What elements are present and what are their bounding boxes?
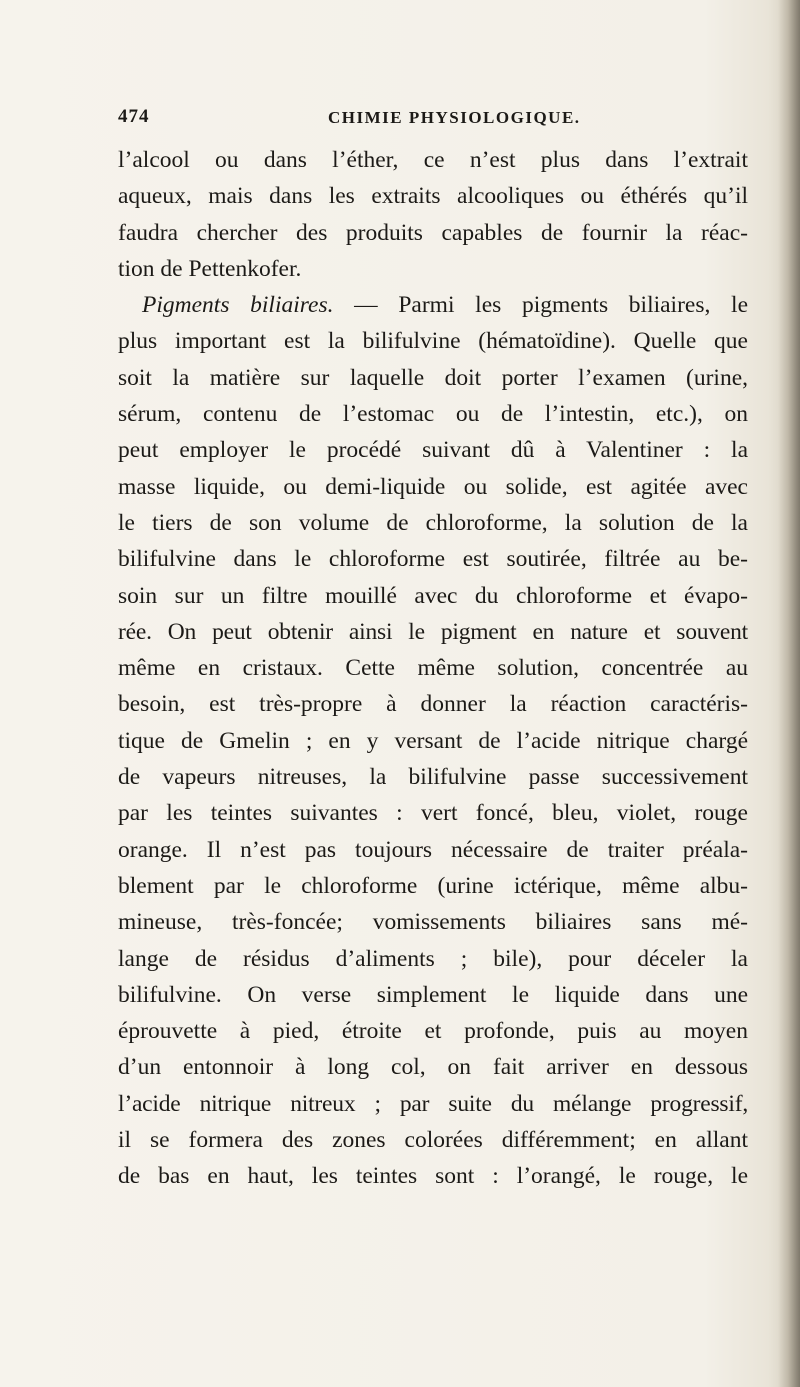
text-line: éprouvette à pied, étroite et profonde, puis au moyen [118,1018,748,1045]
text-line: blement par le chloroforme (urine ictérique, même albu- [118,872,748,899]
running-head [118,106,748,132]
text-line: le tiers de son volume de chloroforme, la solution de la [118,509,748,536]
text-line: il se formera des zones colorées différemment; en allant [118,1127,748,1154]
text-line: même en cristaux. Cette même solution, concentrée au [118,655,748,682]
text-line: d’un entonnoir à long col, on fait arriver en dessous [118,1054,748,1081]
text-line: besoin, est très-propre à donner la réaction caractéris- [118,691,748,718]
text-line: soin sur un filtre mouillé avec du chloroforme et évapo- [118,582,748,609]
text-line: l’acide nitrique nitreux ; par suite du mélange progressif, [118,1090,748,1117]
section-line [118,287,748,323]
text-line: bilifulvine dans le chloroforme est soutirée, filtrée au be- [118,546,748,573]
running-title: CHIMIE PHYSIOLOGIQUE. [328,108,581,127]
text-line: de vapeurs nitreuses, la bilifulvine passe successivement [118,764,748,791]
text-line: par les teintes suivantes : vert foncé, bleu, violet, rouge [118,800,748,827]
text-line: aqueux, mais dans les extraits alcooliques ou éthérés qu’il [118,183,748,210]
text-line: faudra chercher des produits capables de fournir la réac- [118,219,748,246]
text-line: l’alcool ou dans l’éther, ce n’est plus dans l’extrait [118,147,748,173]
text-line: bilifulvine. On verse simplement le liquide dans une [118,981,748,1008]
text-line: masse liquide, ou demi-liquide ou solide, est agitée avec [118,473,748,500]
text-line: — Parmi les pigments biliaires, le [354,292,748,319]
text-line: tique de Gmelin ; en y versant de l’acide nitrique chargé [118,727,748,754]
page-number: 474 [118,106,150,127]
text-line: sérum, contenu de l’estomac ou de l’intestin, etc.), on [118,401,748,428]
body-text [118,142,748,1195]
text-line: orange. Il n’est pas toujours nécessaire de traiter préala- [118,836,748,863]
text-line: rée. On peut obtenir ainsi le pigment en nature et souvent [118,618,748,645]
text-line: mineuse, très-foncée; vomissements biliaires sans mé- [118,909,748,936]
text-line: tion de Pettenkofer. [118,255,302,282]
text-line: de bas en haut, les teintes sont : l’orangé, le rouge, le [118,1163,748,1190]
text-line: plus important est la bilifulvine (hématoïdine). Quelle que [118,328,748,355]
text-line: peut employer le procédé suivant dû à Valentiner : la [118,437,748,464]
text-line: soit la matière sur laquelle doit porter l’examen (urine, [118,364,748,391]
section-heading: Pigments biliaires. [142,292,334,319]
text-line: lange de résidus d’aliments ; bile), pour déceler la [118,945,748,972]
page-edge-shadow [778,0,800,1387]
